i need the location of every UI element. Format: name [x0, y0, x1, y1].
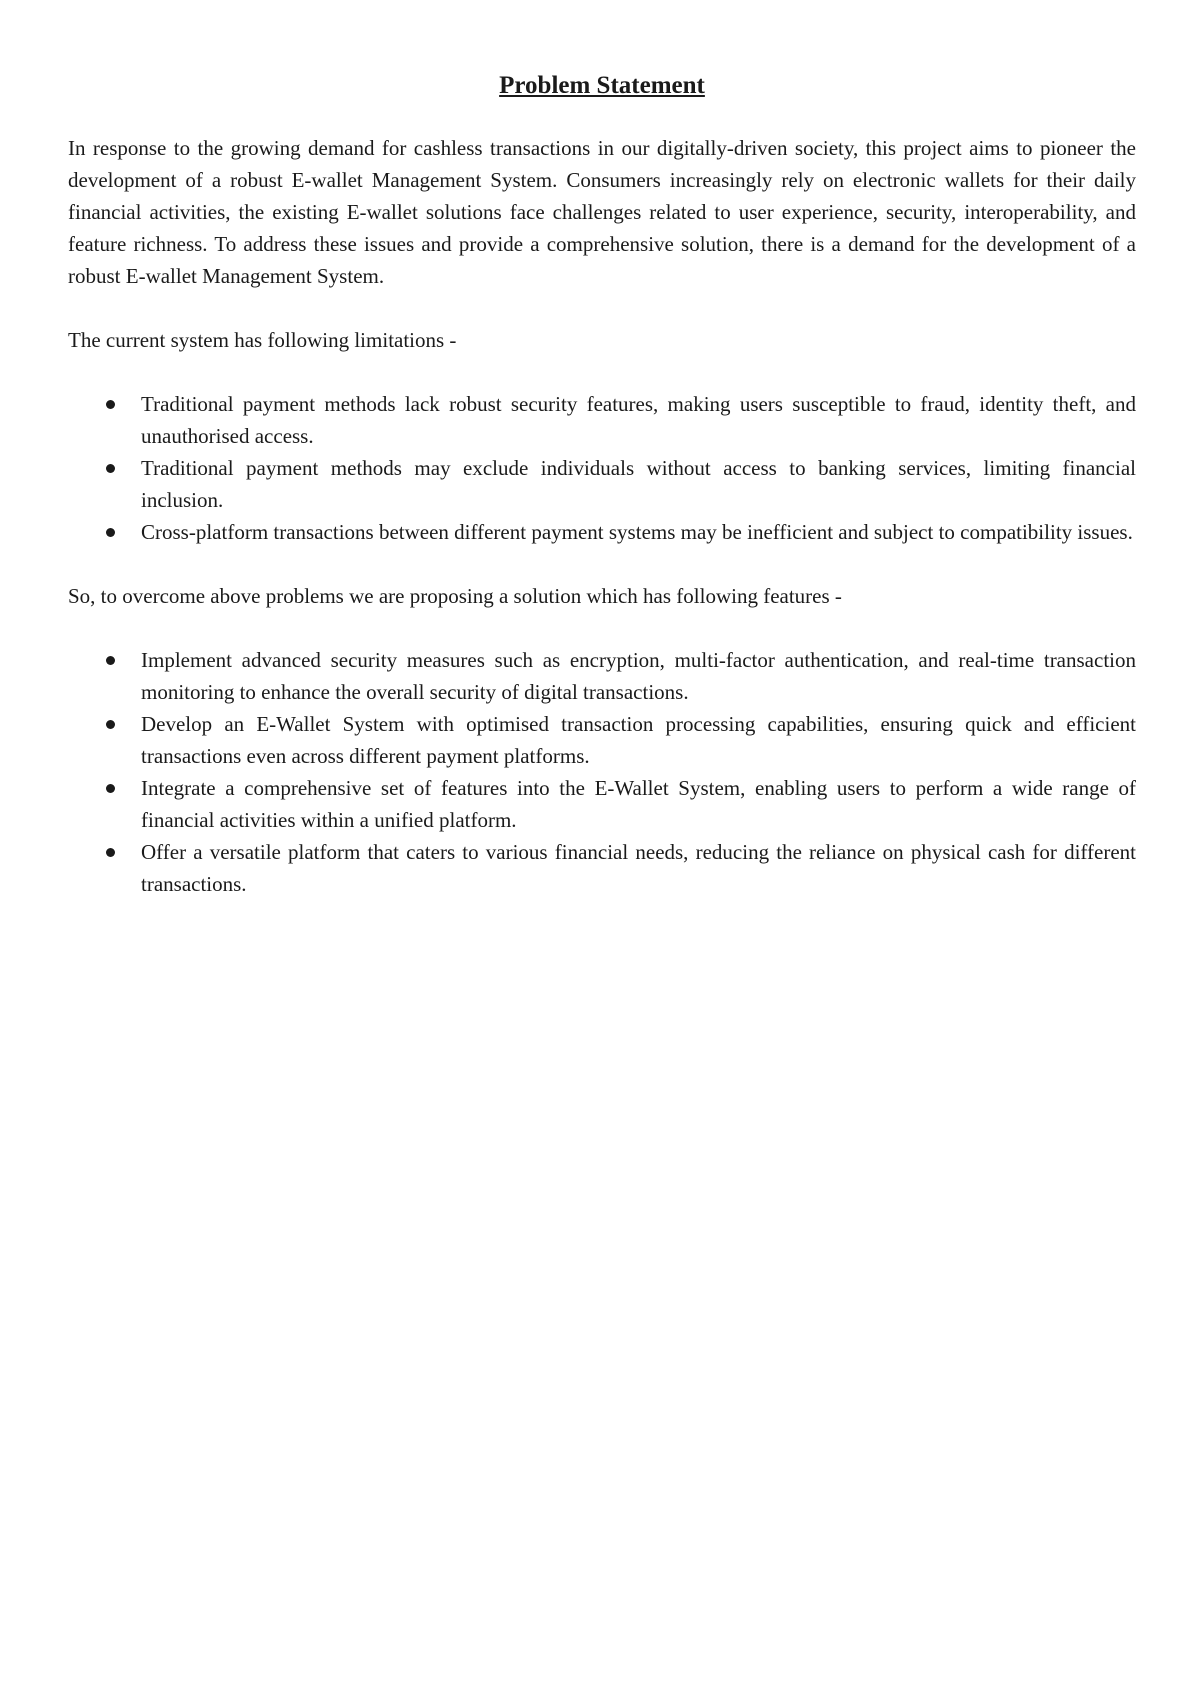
features-lead: So, to overcome above problems we are proposing a solution which has following features - [68, 584, 842, 608]
list-item-text: Integrate a comprehensive set of features into the E-Wallet System, enabling users to perform a wide range of financial activities within a unified platform. [141, 776, 1136, 832]
list-item [68, 452, 1136, 516]
bullet-icon [106, 784, 115, 793]
list-item-text: Implement advanced security measures such as encryption, multi-factor authentication, and real-time transaction monitoring to enhance the overall security of digital transactions. [141, 648, 1136, 704]
list-item [68, 772, 1136, 836]
list-item-text: Develop an E-Wallet System with optimised transaction processing capabilities, ensuring quick and efficient transactions even across different payment platforms. [141, 712, 1136, 768]
list-item-text: Offer a versatile platform that caters to various financial needs, reducing the reliance on physical cash for different transactions. [141, 840, 1136, 896]
bullet-icon [106, 848, 115, 857]
intro-paragraph: In response to the growing demand for cashless transactions in our digitally-driven society, this project aims to pioneer the development of a robust E-wallet Management System. Consumers increasingly rely on electronic wallets for their daily financial activities, the existing E-wallet solutions face challenges related to user experience, security, interoperability, and feature richness. To address these issues and provide a comprehensive solution, there is a demand for the development of a robust E-wallet Management System. [68, 136, 1136, 288]
document-body [68, 70, 1136, 932]
bullet-icon [106, 656, 115, 665]
bullet-icon [106, 400, 115, 409]
limitations-list [68, 388, 1136, 548]
page-title: Problem Statement [499, 72, 705, 99]
features-list [68, 644, 1136, 900]
list-item [68, 836, 1136, 900]
limitations-lead: The current system has following limitations - [68, 328, 457, 352]
list-item-text: Traditional payment methods may exclude individuals without access to banking services, limiting financial inclusion. [141, 456, 1136, 512]
list-item [68, 388, 1136, 452]
list-item-text: Cross-platform transactions between different payment systems may be inefficient and subject to compatibility issues. [141, 520, 1133, 544]
list-item-text: Traditional payment methods lack robust security features, making users susceptible to fraud, identity theft, and unauthorised access. [141, 392, 1136, 448]
bullet-icon [106, 528, 115, 537]
list-item [68, 644, 1136, 708]
bullet-icon [106, 720, 115, 729]
list-item [68, 516, 1136, 548]
list-item [68, 708, 1136, 772]
bullet-icon [106, 464, 115, 473]
